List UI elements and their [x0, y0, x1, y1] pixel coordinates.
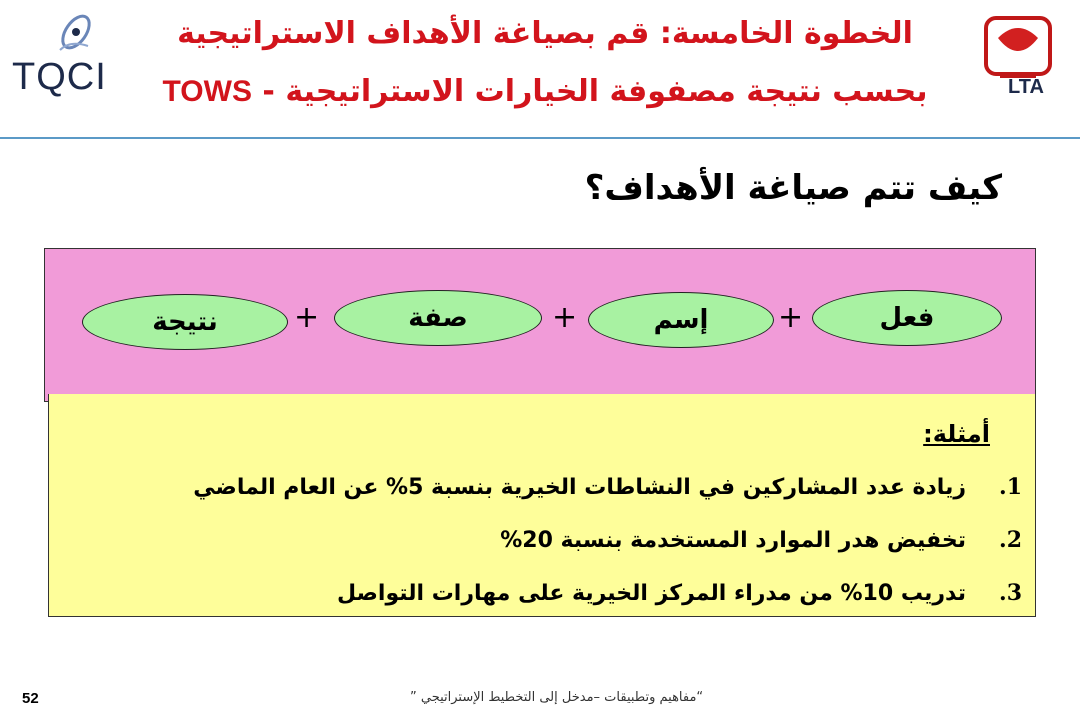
term-adjective: صفة: [334, 290, 542, 346]
example-text: تدريب 10% من مدراء المركز الخيرية على مهارات التواصل: [337, 581, 966, 606]
header-divider: [0, 137, 1080, 139]
plus-sign-2: +: [552, 300, 578, 335]
leaders-academy-logo: [968, 8, 1068, 104]
example-number: 2.: [999, 527, 1022, 553]
term-noun: إسم: [588, 292, 774, 348]
tqci-logo: [10, 10, 120, 110]
title-line-2-latin: TOWS: [162, 75, 252, 108]
page-number: 52: [22, 690, 39, 707]
example-item-2: [222, 527, 1022, 553]
lta-logo-text: LTA: [1008, 76, 1044, 98]
plus-sign-1: +: [778, 300, 804, 335]
examples-title: أمثلة:: [923, 420, 990, 448]
example-text: زيادة عدد المشاركين في النشاطات الخيرية بنسبة 5% عن العام الماضي: [193, 475, 966, 500]
plus-sign-3: +: [294, 300, 320, 335]
question-heading: كيف تتم صياغة الأهداف؟: [584, 168, 1002, 208]
example-number: 1.: [999, 474, 1022, 500]
tqci-logo-text: TQCI: [12, 56, 107, 98]
example-text: تخفيض هدر الموارد المستخدمة بنسبة 20%: [500, 528, 966, 553]
footer-text: “مفاهيم وتطبيقات –مدخل إلى التخطيط الإستراتيجي ”: [410, 690, 704, 705]
title-line-2-arabic: بحسب نتيجة مصفوفة الخيارات الاستراتيجية -: [262, 74, 928, 109]
term-result: نتيجة: [82, 294, 288, 350]
title-line-1: الخطوة الخامسة: قم بصياغة الأهداف الاستراتيجية: [177, 16, 913, 51]
example-number: 3.: [999, 580, 1022, 606]
example-item-3: [222, 580, 1022, 606]
title-line-2: [130, 72, 960, 112]
term-verb: فعل: [812, 290, 1002, 346]
slide-header: [0, 0, 1080, 138]
example-item-1: [193, 474, 1022, 500]
